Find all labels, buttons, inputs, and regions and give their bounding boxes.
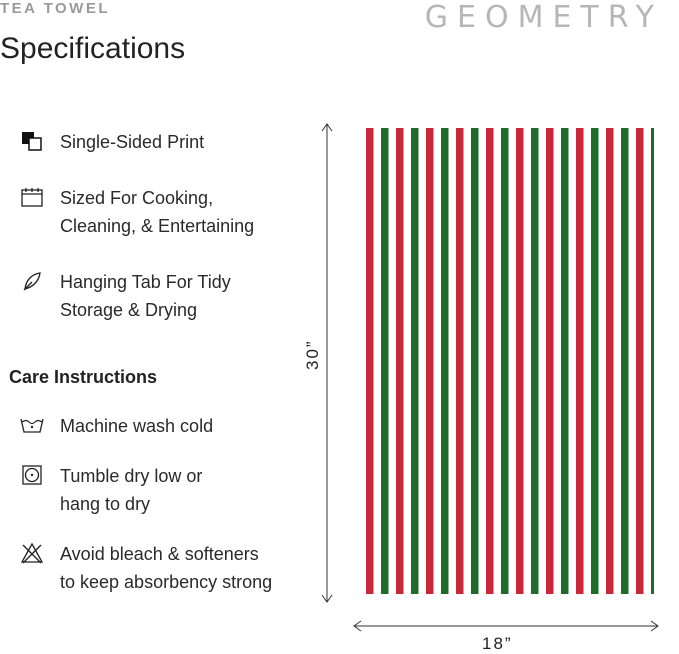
page-title: Specifications	[0, 32, 186, 65]
feature-text-line-2: Storage & Drying	[60, 300, 198, 320]
tumble-dry-icon	[20, 464, 44, 486]
calendar-icon	[20, 186, 44, 208]
towel-stripe	[426, 128, 434, 594]
care-bleach	[0, 540, 290, 600]
feature-text-line-2: Cleaning, & Entertaining	[60, 216, 255, 236]
care-text-line-2: to keep absorbency strong	[60, 572, 273, 592]
care-dry	[0, 462, 290, 522]
towel-stripe	[606, 128, 614, 594]
leaf-icon	[20, 270, 44, 292]
towel-stripe	[651, 128, 654, 594]
towel-stripe	[621, 128, 629, 594]
feature-size	[0, 184, 290, 244]
care-text-line-1: Avoid bleach & softeners	[60, 544, 259, 564]
feature-hanging-tab	[0, 268, 290, 328]
feature-single-sided	[0, 128, 290, 158]
feature-text: Single-Sided Print	[60, 132, 205, 152]
towel-stripe	[561, 128, 569, 594]
towel-stripe	[516, 128, 524, 594]
brand-logo: GEOMETRY	[424, 0, 663, 35]
towel-stripe	[591, 128, 599, 594]
towel-stripe	[381, 128, 389, 594]
feature-text-line-1: Sized For Cooking,	[60, 188, 214, 208]
towel-stripe	[456, 128, 464, 594]
width-label: 18”	[482, 634, 513, 653]
height-label: 30”	[303, 339, 322, 370]
towel-stripe	[396, 128, 404, 594]
towel-stripe	[546, 128, 554, 594]
wash-tub-icon	[20, 414, 44, 436]
towel-stripe	[531, 128, 539, 594]
care-heading: Care Instructions	[9, 367, 158, 387]
towel-stripe	[486, 128, 494, 594]
care-wash	[0, 412, 290, 442]
towel-stripe	[636, 128, 644, 594]
tea-towel-image	[366, 128, 654, 594]
towel-stripe	[471, 128, 479, 594]
no-bleach-icon	[20, 542, 44, 564]
towel-stripe	[366, 128, 374, 594]
care-text-line-2: hang to dry	[60, 494, 151, 514]
care-text-line-1: Tumble dry low or	[60, 466, 203, 486]
towel-stripe	[411, 128, 419, 594]
towel-stripe	[441, 128, 449, 594]
product-type-label: TEA TOWEL	[0, 0, 110, 17]
towel-stripe	[501, 128, 509, 594]
width-dimension-arrow	[352, 618, 660, 634]
care-text: Machine wash cold	[60, 416, 214, 436]
towel-stripe	[576, 128, 584, 594]
feature-text-line-1: Hanging Tab For Tidy	[60, 272, 231, 292]
layers-icon	[20, 130, 44, 152]
